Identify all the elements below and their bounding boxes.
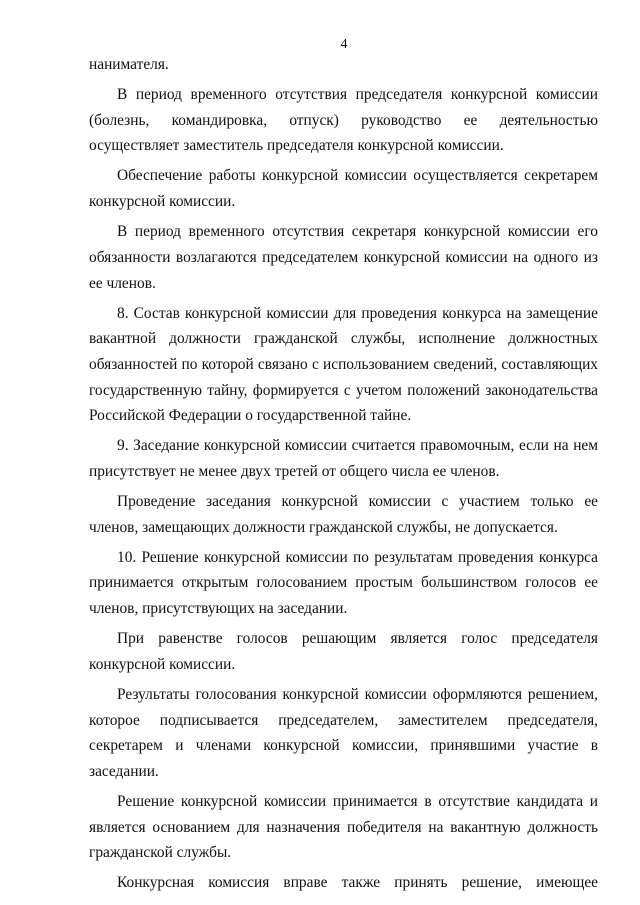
paragraph-decision: Решение конкурсной комиссии принимается в отсутствие кандидата и является основанием для назначения победителя на вакантную должность гражданской службы. <box>89 792 598 862</box>
paragraph-secretary-role: Обеспечение работы конкурсной комиссии осуществляется секретарем конкурсной комиссии. <box>89 167 598 211</box>
document-body <box>89 52 598 896</box>
paragraph-item-9: 9. Заседание конкурсной комиссии считается правомочным, если на нем присутствует не менее двух третей от общего числа ее членов. <box>89 437 598 481</box>
paragraph-secretary-absence: В период временного отсутствия секретаря конкурсной комиссии его обязанности возлагаются председателем конкурсной комиссии на одного из ее членов. <box>89 223 598 292</box>
paragraph-continuation: нанимателя. <box>89 56 169 73</box>
paragraph-tie-vote: При равенстве голосов решающим является голос председателя конкурсной комиссии. <box>89 630 598 673</box>
paragraph-voting-results: Результаты голосования конкурсной комиссии оформляются решением, которое подписывается председателем, заместителем председателя, секретарем и членами конкурсной комиссии, принявшими участие в заседании. <box>89 685 598 780</box>
paragraph-commission-right: Конкурсная комиссия вправе также принять решение, имеющее <box>117 874 598 892</box>
paragraph-meeting-restriction: Проведение заседания конкурсной комиссии с участием только ее членов, замещающих должности гражданской службы, не допускается. <box>89 493 598 536</box>
page-number: 4 <box>340 37 348 52</box>
paragraph-item-8: 8. Состав конкурсной комиссии для проведения конкурса на замещение вакантной должности гражданской службы, исполнение должностных обязанностей по которой связано с использованием сведений, составляющих государственную тайну, формируется с учетом положений законодательства Российской Федерации о государственной тайне. <box>89 304 598 425</box>
paragraph-item-10: 10. Решение конкурсной комиссии по результатам проведения конкурса принимается открытым голосованием простым большинством голосов ее членов, присутствующих на заседании. <box>89 548 598 618</box>
paragraph-chairman-absence: В период временного отсутствия председателя конкурсной комиссии (болезнь, командировка, отпуск) руководство ее деятельностью осуществляет заместитель председателя конкурсной комиссии. <box>89 86 598 155</box>
